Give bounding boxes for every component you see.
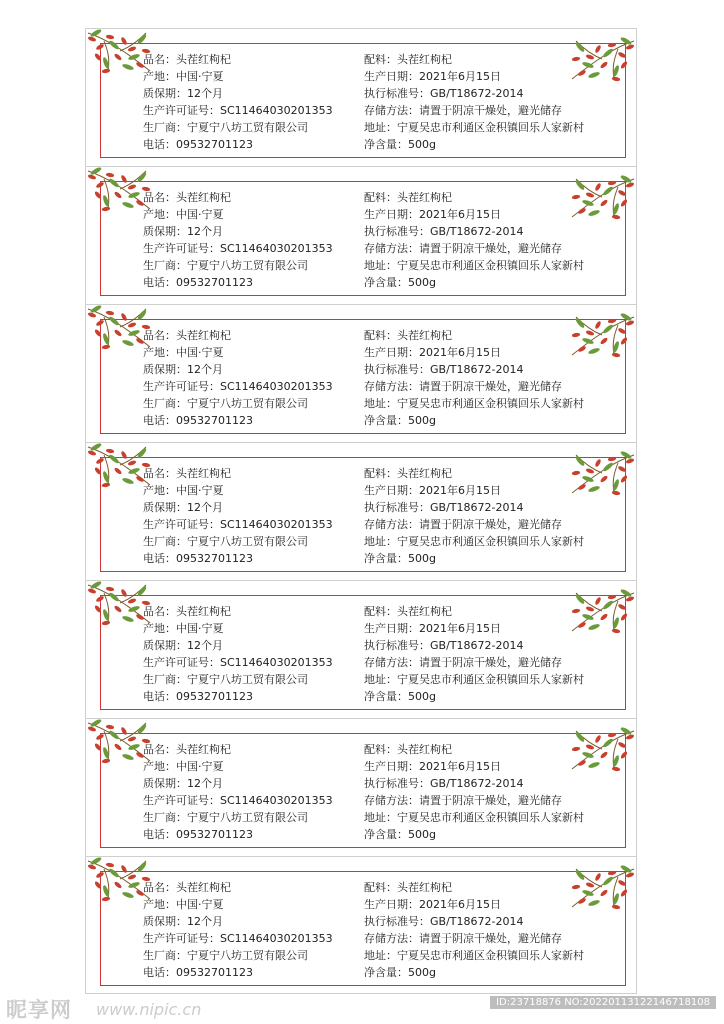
info-field: 产地：中国·宁夏 bbox=[143, 70, 224, 83]
info-field: 存储方法：请置于阴凉干燥处，避光储存 bbox=[364, 656, 562, 669]
info-field: 生产日期：2021年6月15日 bbox=[364, 760, 501, 773]
watermark-id: ID:23718876 NO:20220113122146718108 bbox=[490, 996, 716, 1009]
info-field: 净含量：500g bbox=[364, 690, 436, 703]
decoration-right bbox=[566, 725, 636, 781]
info-field: 产地：中国·宁夏 bbox=[143, 760, 224, 773]
goji-branch-icon bbox=[86, 857, 156, 907]
info-field: 存储方法：请置于阴凉干燥处，避光储存 bbox=[364, 794, 562, 807]
goji-branch-icon bbox=[86, 719, 156, 769]
info-field: 生厂商：宁夏宁八坊工贸有限公司 bbox=[143, 673, 308, 686]
info-field: 生厂商：宁夏宁八坊工贸有限公司 bbox=[143, 535, 308, 548]
info-field: 地址：宁夏吴忠市利通区金积镇回乐人家新村 bbox=[364, 811, 584, 824]
goji-branch-icon bbox=[86, 581, 156, 631]
info-field: 存储方法：请置于阴凉干燥处，避光储存 bbox=[364, 242, 562, 255]
product-label bbox=[86, 305, 636, 443]
info-field: 地址：宁夏吴忠市利通区金积镇回乐人家新村 bbox=[364, 535, 584, 548]
info-field: 质保期：12个月 bbox=[143, 501, 223, 514]
info-field: 配料：头茬红枸杞 bbox=[364, 881, 452, 894]
decoration-left bbox=[86, 443, 156, 497]
decoration-left bbox=[86, 29, 156, 83]
decoration-right bbox=[566, 173, 636, 229]
product-label bbox=[86, 857, 636, 995]
decoration-right bbox=[566, 587, 636, 643]
info-field: 生产许可证号：SC11464030201353 bbox=[143, 518, 333, 531]
info-field: 配料：头茬红枸杞 bbox=[364, 191, 452, 204]
decoration-left bbox=[86, 719, 156, 773]
goji-branch-icon bbox=[566, 587, 636, 639]
product-label bbox=[86, 29, 636, 167]
info-column-right bbox=[364, 741, 584, 843]
info-field: 电话：09532701123 bbox=[143, 690, 253, 703]
info-field: 产地：中国·宁夏 bbox=[143, 208, 224, 221]
info-field: 生产许可证号：SC11464030201353 bbox=[143, 104, 333, 117]
info-field: 地址：宁夏吴忠市利通区金积镇回乐人家新村 bbox=[364, 259, 584, 272]
info-field: 生产日期：2021年6月15日 bbox=[364, 898, 501, 911]
info-field: 生产许可证号：SC11464030201353 bbox=[143, 932, 333, 945]
info-field: 生产日期：2021年6月15日 bbox=[364, 70, 501, 83]
info-field: 生厂商：宁夏宁八坊工贸有限公司 bbox=[143, 121, 308, 134]
info-field: 配料：头茬红枸杞 bbox=[364, 53, 452, 66]
goji-branch-icon bbox=[566, 311, 636, 363]
info-field: 地址：宁夏吴忠市利通区金积镇回乐人家新村 bbox=[364, 949, 584, 962]
product-label bbox=[86, 719, 636, 857]
info-column-right bbox=[364, 603, 584, 705]
info-column-right bbox=[364, 465, 584, 567]
info-field: 品名：头茬红枸杞 bbox=[143, 53, 231, 66]
goji-branch-icon bbox=[566, 725, 636, 777]
info-field: 净含量：500g bbox=[364, 966, 436, 979]
info-field: 品名：头茬红枸杞 bbox=[143, 743, 231, 756]
decoration-left bbox=[86, 857, 156, 911]
decoration-right bbox=[566, 35, 636, 91]
info-field: 配料：头茬红枸杞 bbox=[364, 605, 452, 618]
info-field: 电话：09532701123 bbox=[143, 828, 253, 841]
info-field: 电话：09532701123 bbox=[143, 552, 253, 565]
label-sheet bbox=[85, 28, 637, 994]
info-field: 生产许可证号：SC11464030201353 bbox=[143, 656, 333, 669]
decoration-left bbox=[86, 167, 156, 221]
info-field: 执行标准号：GB/T18672-2014 bbox=[364, 915, 524, 928]
info-field: 生产日期：2021年6月15日 bbox=[364, 346, 501, 359]
decoration-right bbox=[566, 311, 636, 367]
goji-branch-icon bbox=[566, 35, 636, 87]
info-field: 品名：头茬红枸杞 bbox=[143, 329, 231, 342]
info-field: 生产许可证号：SC11464030201353 bbox=[143, 380, 333, 393]
info-field: 生厂商：宁夏宁八坊工贸有限公司 bbox=[143, 949, 308, 962]
decoration-left bbox=[86, 305, 156, 359]
info-field: 执行标准号：GB/T18672-2014 bbox=[364, 639, 524, 652]
info-field: 品名：头茬红枸杞 bbox=[143, 191, 231, 204]
info-field: 存储方法：请置于阴凉干燥处，避光储存 bbox=[364, 104, 562, 117]
goji-branch-icon bbox=[86, 29, 156, 79]
info-column-left bbox=[143, 189, 333, 291]
goji-branch-icon bbox=[86, 305, 156, 355]
info-field: 产地：中国·宁夏 bbox=[143, 346, 224, 359]
info-column-right bbox=[364, 189, 584, 291]
info-column-right bbox=[364, 879, 584, 981]
goji-branch-icon bbox=[86, 167, 156, 217]
info-field: 电话：09532701123 bbox=[143, 414, 253, 427]
info-field: 执行标准号：GB/T18672-2014 bbox=[364, 501, 524, 514]
info-field: 品名：头茬红枸杞 bbox=[143, 605, 231, 618]
info-field: 执行标准号：GB/T18672-2014 bbox=[364, 225, 524, 238]
info-field: 质保期：12个月 bbox=[143, 915, 223, 928]
info-column-left bbox=[143, 741, 333, 843]
info-field: 电话：09532701123 bbox=[143, 138, 253, 151]
info-field: 净含量：500g bbox=[364, 138, 436, 151]
info-field: 生产日期：2021年6月15日 bbox=[364, 208, 501, 221]
info-field: 品名：头茬红枸杞 bbox=[143, 467, 231, 480]
info-field: 产地：中国·宁夏 bbox=[143, 898, 224, 911]
product-label bbox=[86, 167, 636, 305]
info-field: 质保期：12个月 bbox=[143, 639, 223, 652]
info-field: 地址：宁夏吴忠市利通区金积镇回乐人家新村 bbox=[364, 673, 584, 686]
info-column-right bbox=[364, 51, 584, 153]
info-field: 产地：中国·宁夏 bbox=[143, 484, 224, 497]
info-field: 电话：09532701123 bbox=[143, 966, 253, 979]
info-field: 产地：中国·宁夏 bbox=[143, 622, 224, 635]
info-field: 生厂商：宁夏宁八坊工贸有限公司 bbox=[143, 397, 308, 410]
product-label bbox=[86, 581, 636, 719]
info-field: 生产许可证号：SC11464030201353 bbox=[143, 242, 333, 255]
watermark-url: www.nipic.cn bbox=[96, 1000, 202, 1019]
info-column-left bbox=[143, 465, 333, 567]
info-field: 生厂商：宁夏宁八坊工贸有限公司 bbox=[143, 259, 308, 272]
info-field: 配料：头茬红枸杞 bbox=[364, 329, 452, 342]
info-field: 地址：宁夏吴忠市利通区金积镇回乐人家新村 bbox=[364, 121, 584, 134]
info-field: 存储方法：请置于阴凉干燥处，避光储存 bbox=[364, 518, 562, 531]
goji-branch-icon bbox=[566, 863, 636, 915]
info-field: 质保期：12个月 bbox=[143, 777, 223, 790]
watermark-logo: 昵享网 bbox=[6, 997, 72, 1022]
info-field: 电话：09532701123 bbox=[143, 276, 253, 289]
info-field: 质保期：12个月 bbox=[143, 363, 223, 376]
info-field: 净含量：500g bbox=[364, 552, 436, 565]
info-field: 执行标准号：GB/T18672-2014 bbox=[364, 87, 524, 100]
info-field: 品名：头茬红枸杞 bbox=[143, 881, 231, 894]
info-field: 净含量：500g bbox=[364, 828, 436, 841]
info-field: 配料：头茬红枸杞 bbox=[364, 467, 452, 480]
info-column-left bbox=[143, 51, 333, 153]
decoration-left bbox=[86, 581, 156, 635]
info-field: 执行标准号：GB/T18672-2014 bbox=[364, 363, 524, 376]
info-field: 质保期：12个月 bbox=[143, 225, 223, 238]
info-field: 配料：头茬红枸杞 bbox=[364, 743, 452, 756]
info-field: 生产许可证号：SC11464030201353 bbox=[143, 794, 333, 807]
product-label bbox=[86, 443, 636, 581]
info-field: 执行标准号：GB/T18672-2014 bbox=[364, 777, 524, 790]
info-column-right bbox=[364, 327, 584, 429]
decoration-right bbox=[566, 863, 636, 919]
goji-branch-icon bbox=[86, 443, 156, 493]
info-field: 质保期：12个月 bbox=[143, 87, 223, 100]
info-field: 存储方法：请置于阴凉干燥处，避光储存 bbox=[364, 380, 562, 393]
info-column-left bbox=[143, 327, 333, 429]
info-column-left bbox=[143, 879, 333, 981]
info-field: 生厂商：宁夏宁八坊工贸有限公司 bbox=[143, 811, 308, 824]
info-column-left bbox=[143, 603, 333, 705]
info-field: 净含量：500g bbox=[364, 414, 436, 427]
info-field: 生产日期：2021年6月15日 bbox=[364, 484, 501, 497]
info-field: 地址：宁夏吴忠市利通区金积镇回乐人家新村 bbox=[364, 397, 584, 410]
goji-branch-icon bbox=[566, 173, 636, 225]
goji-branch-icon bbox=[566, 449, 636, 501]
info-field: 净含量：500g bbox=[364, 276, 436, 289]
decoration-right bbox=[566, 449, 636, 505]
info-field: 生产日期：2021年6月15日 bbox=[364, 622, 501, 635]
info-field: 存储方法：请置于阴凉干燥处，避光储存 bbox=[364, 932, 562, 945]
